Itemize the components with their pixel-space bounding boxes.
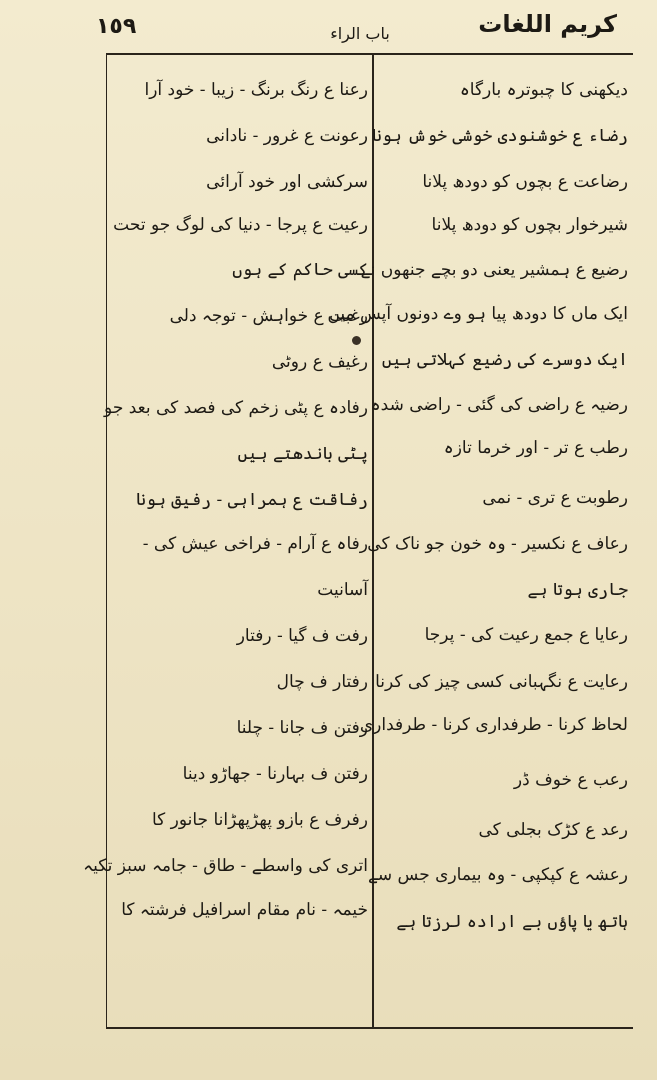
entry-line: رعب ع خوف ڈر: [513, 770, 628, 790]
entry-line: رعیت ع پرجا - دنیا کی لوگ جو تحت: [113, 215, 368, 235]
entry-line: رضاء ع خوشنودی خوشی خوش ہونا: [371, 126, 628, 146]
entry-line: ایک ماں کا دودھ پیا ہو وے دونوں آپس میں: [327, 304, 628, 324]
entry-line: رفتن ف جانا - چلنا: [236, 718, 368, 738]
entry-line: رفاقت ع ہمراہی - رفیق ہونا: [136, 490, 368, 510]
entry-line: لحاظ کرنا - طرفداری کرنا - طرفداری: [359, 715, 628, 735]
entry-line: رطوبت ع تری - نمی: [482, 488, 628, 508]
entry-line: رفتار ف چال: [276, 672, 368, 692]
entry-line: رضیہ ع راضی کی گئی - راضی شدہ: [370, 395, 628, 415]
entry-line: رعد ع کڑک بجلی کی: [478, 820, 628, 840]
entry-line: کسی حاکم کے ہوں: [232, 260, 368, 280]
entry-line: اتری کی واسطے - طاق - جامہ سبز تکیہ: [83, 856, 368, 876]
entry-line: پٹی باندھتے ہیں: [237, 444, 368, 464]
entry-line: رفت ف گیا - رفتار: [236, 626, 368, 646]
entry-line: رعونت ع غرور - نادانی: [206, 126, 368, 146]
page-header: [0, 0, 657, 52]
entry-line: رعایا ع جمع رعیت کی - پرجا: [424, 625, 628, 645]
entry-line: شیرخوار بچوں کو دودھ پلانا: [431, 215, 628, 235]
entry-line: جاری ہوتا ہے: [527, 580, 628, 600]
entry-line: رعایت ع نگہبانی کسی چیز کی کرنا: [375, 672, 628, 692]
entry-line: رضیع ع ہمشیر یعنی دو بچے جنھوں نے: [360, 260, 628, 280]
ink-spot: [352, 336, 361, 345]
entry-line: رعشہ ع کپکپی - وہ بیماری جس سے: [367, 865, 628, 885]
entry-line: رضاعت ع بچوں کو دودھ پلانا: [422, 172, 628, 192]
entry-line: دیکھنی کا چبوترہ بارگاہ: [459, 80, 628, 100]
book-title: کریم اللغات: [478, 10, 617, 38]
entry-line: رفاہ ع آرام - فراخی عیش کی -: [142, 534, 368, 554]
entry-line: سرکشی اور خود آرائی: [206, 172, 368, 192]
entry-line: رطب ع تر - اور خرما تازہ: [443, 438, 628, 458]
entry-line: رفتن ف بہارنا - جھاڑو دینا: [182, 764, 368, 784]
entry-line: رعنا ع رنگ برنگ - زیبا - خود آرا: [144, 80, 368, 100]
entry-line: رعاف ع نکسیر - وہ خون جو ناک کی: [367, 534, 628, 554]
entry-line: رفرف ع بازو پھڑپھڑانا جانور کا: [151, 810, 368, 830]
page-number: ١٥٩: [96, 14, 137, 39]
entry-line: خیمہ - نام مقام اسرافیل فرشتہ کا: [121, 900, 368, 920]
entry-line: رفادہ ع پٹی زخم کی فصد کی بعد جو: [104, 398, 368, 418]
entry-line: آسانیت: [317, 580, 368, 600]
running-head: باب الراء: [330, 24, 390, 43]
entry-line: ایک دوسرے کی رضیع کہلاتی ہیں: [381, 350, 628, 370]
entry-line: ہاتھ یا پاؤں بے ارادہ لرزتا ہے: [396, 912, 628, 932]
entry-line: رغیف ع روٹی: [271, 352, 368, 372]
entry-line: رغبت ع خواہش - توجہ دلی: [169, 306, 368, 326]
